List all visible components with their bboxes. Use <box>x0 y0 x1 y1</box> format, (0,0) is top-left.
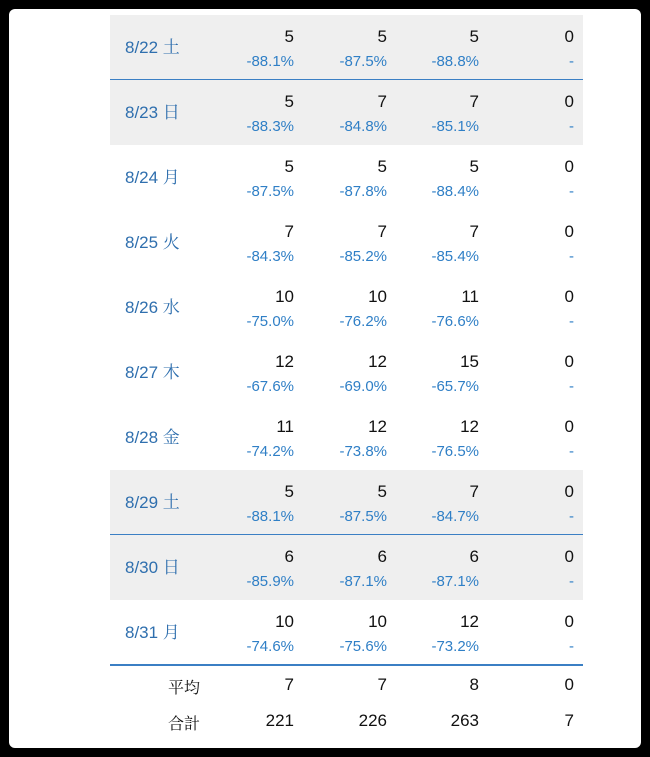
table-cell <box>204 145 294 210</box>
cell-value: 12 <box>460 417 479 436</box>
cell-percent-change: -84.3% <box>246 248 294 265</box>
table-row[interactable] <box>110 600 583 665</box>
cell-percent-change: -75.6% <box>339 638 387 655</box>
table-row[interactable] <box>110 80 583 145</box>
cell-value: 0 <box>564 482 574 501</box>
cell-value: 5 <box>284 482 294 501</box>
table-cell <box>204 80 294 145</box>
cell-percent-change: -87.1% <box>431 573 479 590</box>
cell-percent-change: - <box>569 313 574 330</box>
cell-percent-change: -87.5% <box>339 53 387 70</box>
row-date: 8/24 月 <box>125 168 180 187</box>
cell-value: 12 <box>368 417 387 436</box>
table-row[interactable] <box>110 145 583 210</box>
summary-value: 221 <box>265 711 294 730</box>
cell-value: 0 <box>564 547 574 566</box>
cell-value: 0 <box>564 222 574 241</box>
cell-percent-change: -88.8% <box>431 53 479 70</box>
table-cell <box>389 535 479 600</box>
cell-value: 5 <box>377 482 387 501</box>
cell-percent-change: -87.5% <box>339 508 387 525</box>
cell-percent-change: -76.5% <box>431 443 479 460</box>
table-cell <box>204 340 294 405</box>
summary-row-average <box>110 669 583 705</box>
table-row[interactable] <box>110 340 583 405</box>
table-cell <box>389 600 479 665</box>
summary-value: 7 <box>377 675 387 694</box>
cell-value: 7 <box>469 222 479 241</box>
table-cell <box>484 470 574 535</box>
table-row[interactable] <box>110 210 583 275</box>
cell-percent-change: -75.0% <box>246 313 294 330</box>
row-date: 8/22 土 <box>125 38 180 57</box>
cell-percent-change: -88.1% <box>246 53 294 70</box>
cell-percent-change: -84.7% <box>431 508 479 525</box>
summary-value: 226 <box>358 711 387 730</box>
row-date: 8/30 日 <box>125 558 180 577</box>
table-cell <box>484 15 574 80</box>
table-cell <box>204 600 294 665</box>
cell-value: 0 <box>564 27 574 46</box>
summary-value: 263 <box>450 711 479 730</box>
table-cell <box>484 600 574 665</box>
table-cell <box>389 145 479 210</box>
summary-value: 0 <box>564 675 574 694</box>
table-cell <box>204 15 294 80</box>
cell-value: 5 <box>469 157 479 176</box>
cell-value: 5 <box>469 27 479 46</box>
table-cell <box>297 275 387 340</box>
cell-value: 12 <box>460 612 479 631</box>
cell-value: 12 <box>275 352 294 371</box>
cell-percent-change: -76.6% <box>431 313 479 330</box>
cell-percent-change: -87.5% <box>246 183 294 200</box>
table-row[interactable] <box>110 535 583 600</box>
table-body <box>110 15 583 665</box>
cell-percent-change: -74.6% <box>246 638 294 655</box>
cell-percent-change: - <box>569 248 574 265</box>
cell-value: 7 <box>469 92 479 111</box>
cell-value: 6 <box>377 547 387 566</box>
cell-value: 11 <box>276 417 294 436</box>
cell-percent-change: -88.3% <box>246 118 294 135</box>
table-cell <box>484 535 574 600</box>
cell-value: 0 <box>564 92 574 111</box>
table-cell <box>389 275 479 340</box>
cell-value: 10 <box>368 612 387 631</box>
table-cell <box>484 145 574 210</box>
cell-value: 11 <box>461 287 479 306</box>
table-cell <box>204 405 294 470</box>
cell-percent-change: -88.4% <box>431 183 479 200</box>
cell-percent-change: - <box>569 443 574 460</box>
table-row[interactable] <box>110 275 583 340</box>
row-date: 8/31 月 <box>125 623 180 642</box>
cell-value: 5 <box>377 27 387 46</box>
cell-value: 0 <box>564 157 574 176</box>
cell-value: 12 <box>368 352 387 371</box>
cell-value: 6 <box>284 547 294 566</box>
cell-value: 7 <box>284 222 294 241</box>
row-date: 8/29 土 <box>125 493 180 512</box>
summary-value: 8 <box>469 675 479 694</box>
cell-percent-change: - <box>569 638 574 655</box>
table-cell <box>389 15 479 80</box>
table-summary <box>110 665 583 741</box>
row-date: 8/23 日 <box>125 103 180 122</box>
cell-value: 5 <box>284 27 294 46</box>
cell-percent-change: - <box>569 53 574 70</box>
cell-value: 7 <box>469 482 479 501</box>
table-cell <box>297 405 387 470</box>
table-cell <box>389 210 479 275</box>
cell-value: 0 <box>564 352 574 371</box>
summary-value: 7 <box>564 711 574 730</box>
summary-value: 7 <box>284 675 294 694</box>
table-cell <box>204 210 294 275</box>
cell-percent-change: - <box>569 573 574 590</box>
cell-percent-change: - <box>569 378 574 395</box>
cell-value: 6 <box>469 547 479 566</box>
table-cell <box>297 600 387 665</box>
cell-percent-change: -87.8% <box>339 183 387 200</box>
cell-value: 10 <box>368 287 387 306</box>
cell-percent-change: -73.8% <box>339 443 387 460</box>
cell-percent-change: - <box>569 508 574 525</box>
cell-percent-change: -85.1% <box>431 118 479 135</box>
cell-percent-change: -85.2% <box>339 248 387 265</box>
cell-value: 0 <box>564 287 574 306</box>
table-cell <box>297 210 387 275</box>
table-cell <box>204 470 294 535</box>
cell-percent-change: - <box>569 183 574 200</box>
table-cell <box>389 80 479 145</box>
cell-percent-change: -76.2% <box>339 313 387 330</box>
table-cell <box>297 535 387 600</box>
table-cell <box>484 340 574 405</box>
row-date: 8/26 水 <box>125 298 180 317</box>
screen <box>9 9 641 748</box>
row-date: 8/28 金 <box>125 428 180 447</box>
table-cell <box>389 470 479 535</box>
cell-percent-change: -73.2% <box>431 638 479 655</box>
summary-label: 合計 <box>168 716 201 733</box>
row-date: 8/25 火 <box>125 233 180 252</box>
cell-percent-change: -85.9% <box>246 573 294 590</box>
cell-percent-change: -85.4% <box>431 248 479 265</box>
table-row[interactable] <box>110 405 583 470</box>
table-cell <box>297 15 387 80</box>
table-cell <box>204 275 294 340</box>
cell-value: 7 <box>377 222 387 241</box>
table-cell <box>297 145 387 210</box>
table-cell <box>484 405 574 470</box>
daily-stats-table <box>110 15 583 741</box>
cell-value: 10 <box>275 612 294 631</box>
table-row[interactable] <box>110 470 583 535</box>
cell-percent-change: -67.6% <box>246 378 294 395</box>
table-cell <box>389 340 479 405</box>
table-cell <box>484 80 574 145</box>
row-date: 8/27 木 <box>125 363 180 382</box>
cell-value: 0 <box>564 417 574 436</box>
cell-value: 5 <box>284 92 294 111</box>
summary-row-total <box>110 705 583 741</box>
cell-percent-change: -87.1% <box>339 573 387 590</box>
summary-label: 平均 <box>168 680 201 697</box>
table-cell <box>297 340 387 405</box>
cell-value: 15 <box>460 352 479 371</box>
cell-percent-change: -65.7% <box>431 378 479 395</box>
table-cell <box>204 535 294 600</box>
cell-percent-change: - <box>569 118 574 135</box>
cell-value: 5 <box>377 157 387 176</box>
cell-percent-change: -69.0% <box>339 378 387 395</box>
cell-percent-change: -84.8% <box>339 118 387 135</box>
cell-value: 5 <box>284 157 294 176</box>
cell-value: 7 <box>377 92 387 111</box>
cell-value: 10 <box>275 287 294 306</box>
cell-percent-change: -88.1% <box>246 508 294 525</box>
cell-value: 0 <box>564 612 574 631</box>
table-cell <box>389 405 479 470</box>
cell-percent-change: -74.2% <box>246 443 294 460</box>
table-cell <box>484 210 574 275</box>
table-cell <box>484 275 574 340</box>
table-cell <box>297 80 387 145</box>
table-cell <box>297 470 387 535</box>
table-row[interactable] <box>110 15 583 80</box>
